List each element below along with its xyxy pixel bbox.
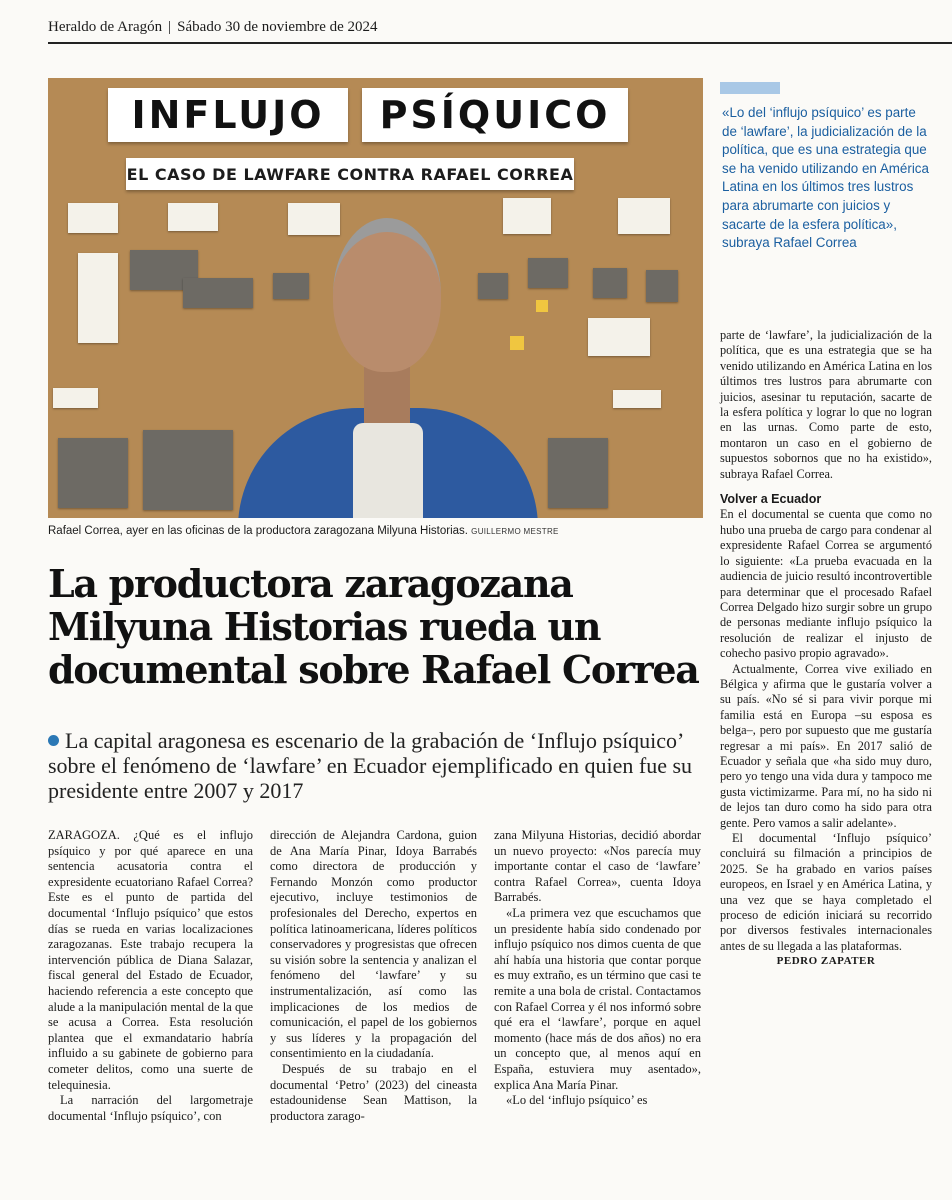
board-note <box>168 203 218 231</box>
board-photo <box>58 438 128 508</box>
body-column-1 <box>48 828 253 1124</box>
body-paragraph: zana Milyuna Historias, decidió abordar un nuevo proyecto: «Nos parecía muy importante contar el caso de ‘lawfare’ contra Rafael Correa», cuenta Idoya Barrabés. <box>494 828 701 905</box>
board-photo <box>143 430 233 510</box>
board-photo <box>548 438 608 508</box>
masthead <box>48 16 952 44</box>
publication-date: Sábado 30 de noviembre de 2024 <box>177 19 378 35</box>
body-paragraph: «Lo del ‘influjo psíquico’ es <box>506 1093 648 1108</box>
body-paragraph: dirección de Alejandra Cardona, guion de Ana María Pinar, Idoya Barrabés como directora de producción y Fernando Monzón como productor ejecutivo, incluye testimonios de profesionales del Derecho, expertos en política latinoamericana, líderes políticos conservadores y progresistas que ofrecen su visión sobre la sentencia y analizan el fenómeno del ‘lawfare’ y su instrumentalización, así como las implicaciones de los medios de comunicación, el papel de los gobiernos y sus líderes y la propagación del consentimiento en la ciudadanía. <box>270 828 477 1061</box>
photo-credit: GUILLERMO MESTRE <box>471 527 559 536</box>
article-photo <box>48 78 703 518</box>
caption-text: Rafael Correa, ayer en las oficinas de la productora zaragozana Milyuna Historias. <box>48 525 468 537</box>
board-note <box>78 253 118 343</box>
board-photo <box>478 273 508 299</box>
board-title-word-2: PSÍQUICO <box>362 88 628 142</box>
publication-name: Heraldo de Aragón <box>48 19 163 35</box>
byline: PEDRO ZAPATER <box>776 955 876 968</box>
subhead <box>48 728 713 803</box>
body-column-3 <box>494 828 701 1109</box>
board-note <box>288 203 340 235</box>
body-paragraph: parte de ‘lawfare’, la judicialización de la política, que es una estrategia que se ha venido utilizando en América Latina en los últimos tres lustros para abrumarte con juicios, asesinar tu reputación, sacarte de la esfera política y lograr lo que no logran en las urnas. Como parte de esto, montaron un caso en el gobierno de supuestos sobornos que no ha existido», subraya Rafael Correa. <box>720 328 932 481</box>
body-paragraph: ZARAGOZA. ¿Qué es el influjo psíquico y por qué aparece en una sentencia acusatoria contra el expresidente ecuatoriano Rafael Correa? Este es el punto de partida del documental ‘Influjo psíquico’ que estos días se rueda en varias localizaciones zaragozanas. Este trabajo recupera la intervención pública de Diana Salazar, fiscal general del Estado de Ecuador, haciendo referencia a este concepto que alude a la manipulación mental de la que se acusa a Correa. Esta resolución plantea que el exmandatario habría influido a su gabinete de gobierno para cometer delitos, como una suerte de telequinesia. <box>48 828 253 1092</box>
pullquote-marker <box>720 82 780 94</box>
body-column-2 <box>270 828 477 1124</box>
board-photo <box>646 270 678 302</box>
sticky-note <box>510 336 524 350</box>
body-paragraph: La narración del largometraje documental ‘Influjo psíquico’, con <box>48 1093 253 1123</box>
body-paragraph: El documental ‘Influjo psíquico’ concluirá su filmación a principios de 2025. Se ha grabado en varios países europeos, en Israel y en América Latina, y una vez que se haya completado el proceso de edición iniciará su recorrido por diversos festivales internacionales antes de su llegada a las plataformas. <box>720 831 932 953</box>
board-note <box>68 203 118 233</box>
board-title-word-1: INFLUJO <box>108 88 348 142</box>
body-paragraph: «La primera vez que escuchamos que un presidente había sido condenado por influjo psíquico nos dimos cuenta de que ahí había una historia que contar porque es muy extraño, es un término que casi te remite a una bola de cristal. Contactamos con Rafael Correa y él nos informó sobre qué era el ‘lawfare’, porque en aquel momento (hace más de dos años) no era un concepto que, al menos aquí en España, estuviera muy asentado», explica Ana María Pinar. <box>494 905 701 1092</box>
headline: La productora zaragozana Milyuna Historias rueda un documental sobre Rafael Correa <box>48 561 699 692</box>
board-title <box>108 88 628 142</box>
board-subtitle: EL CASO DE LAWFARE CONTRA RAFAEL CORREA <box>126 158 574 190</box>
board-note <box>588 318 650 356</box>
person-head <box>333 218 441 372</box>
board-photo <box>593 268 627 298</box>
board-note <box>53 388 98 408</box>
board-note <box>618 198 670 234</box>
board-photo <box>183 278 253 308</box>
board-photo <box>273 273 309 299</box>
body-paragraph: Después de su trabajo en el documental ‘Petro’ (2023) del cineasta estadounidense Sean Mattison, la productora zarago- <box>270 1061 477 1123</box>
board-photo <box>528 258 568 288</box>
board-note <box>613 390 661 408</box>
board-note <box>503 198 551 234</box>
bullet-icon <box>48 735 59 746</box>
body-paragraph: En el documental se cuenta que como no hubo una prueba de cargo para condenar al expresidente Rafael Correa se argumentó lo siguiente: «La prueba evacuada en la audiencia de juicio resultó incontrovertible para determinar que el procesado Rafael Correa Delgado hizo surgir sobre un grupo de personas mediante influjo psíquico la resolución de realizar el injusto de cohecho pasivo propio agravado». <box>720 507 932 661</box>
section-heading: Volver a Ecuador <box>720 492 822 507</box>
body-column-4 <box>720 328 932 970</box>
person-shirt <box>353 423 423 518</box>
body-paragraph: Actualmente, Correa vive exiliado en Bélgica y afirma que le gustaría volver a su país. «No sé si para vivir porque mi familia está en Europa –su esposa es belga–, pero por supuesto que me gustaría regresar a mi país». En 2017 salió de Ecuador y señala que «ha sido muy duro, pero yo tengo una vida dura y tampoco me gusta victimizarme. Para mí, no ha sido ni de lejos tan duro como ha sido para otra gente. Pero vamos a salir adelante». <box>720 661 932 830</box>
pullquote: «Lo del ‘influjo psíquico’ es parte de ‘lawfare’, la judicialización de la política, que es una estrategia que se ha venido utilizando en América Latina en los últimos tres lustros para abrumarte con juicios y sacarte de la esfera política», subraya Rafael Correa <box>722 105 929 251</box>
subhead-text: La capital aragonesa es escenario de la grabación de ‘Influjo psíquico’ sobre el fenómeno de ‘lawfare’ en Ecuador ejemplificado en quien fue su presidente entre 2007 y 2017 <box>48 728 693 803</box>
masthead-separator: | <box>168 19 172 35</box>
sticky-note <box>536 300 548 312</box>
photo-caption <box>48 524 708 539</box>
